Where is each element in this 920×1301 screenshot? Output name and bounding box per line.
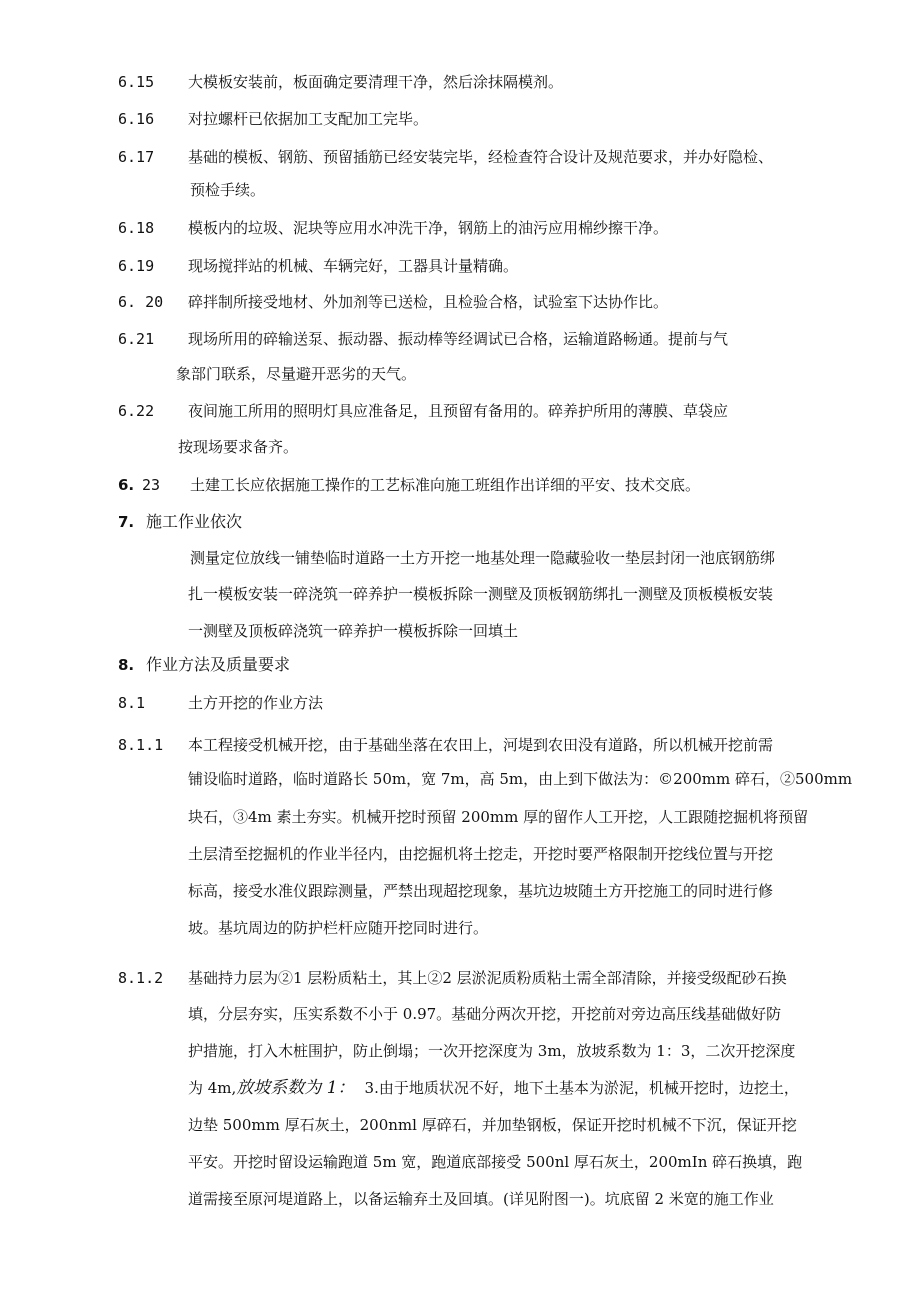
section-title: 作业方法及质量要求 bbox=[146, 655, 291, 674]
section-number: 8. bbox=[118, 656, 135, 674]
item-number: 6. bbox=[118, 476, 135, 494]
item-number: 6.15 bbox=[118, 73, 155, 91]
paragraph-text: 道需接至原河堤道路上，以备运输弃土及回填。(详见附图一)。坑底留 2 米宽的施工作业 bbox=[188, 1190, 774, 1208]
subsection-number: 8.1.1 bbox=[118, 736, 164, 754]
paragraph-text: 坡。基坑周边的防护栏杆应随开挖同时进行。 bbox=[188, 919, 489, 937]
paragraph-text: 本工程接受机械开挖，由于基础坐落在农田上，河堤到农田没有道路，所以机械开挖前需 bbox=[188, 736, 774, 754]
paragraph-text: 测量定位放线一铺垫临时道路一土方开挖一地基处理一隐藏验收一垫层封闭一池底钢筋绑 bbox=[190, 549, 776, 567]
subsection-title: 土方开挖的作业方法 bbox=[188, 694, 324, 712]
subsection-number: 8.1.2 bbox=[118, 969, 164, 987]
paragraph-text: 护措施，打入木桩围护，防止倒塌；一次开挖深度为 3m，放坡系数为 1：3，二次开挖深度 bbox=[188, 1042, 796, 1060]
subsection-number: 8.1 bbox=[118, 694, 146, 712]
item-text: 按现场要求备齐。 bbox=[178, 438, 299, 456]
paragraph-text-b: 3.由于地质状况不好，地下土基本为淤泥，机械开挖时，边挖土， bbox=[364, 1079, 799, 1097]
paragraph-text: 填，分层夯实，压实系数不小于 0.97。基础分两次开挖，开挖前对旁边高压线基础做好防 bbox=[188, 1005, 782, 1023]
paragraph-text: 铺设临时道路，临时道路长 50m，宽 7m，高 5m，由上到下做法为：©200mm 碎石，②500mm bbox=[188, 770, 853, 788]
item-text: 现场所用的碎输送泵、振动器、振动棒等经调试已合格，运输道路畅通。提前与气 bbox=[188, 330, 729, 348]
item-text: 土建工长应依据施工操作的工艺标准向施工班组作出详细的平安、技术交底。 bbox=[190, 476, 701, 494]
item-number: 6.18 bbox=[118, 219, 155, 237]
item-text: 象部门联系，尽量避开恶劣的天气。 bbox=[176, 365, 417, 383]
paragraph-text: 平安。开挖时留设运输跑道 5m 宽，跑道底部接受 500nl 厚石灰土，200mIn 碎石换填，跑 bbox=[188, 1153, 803, 1171]
item-text: 大模板安装前，板面确定要清理干净，然后涂抹隔模剂。 bbox=[188, 73, 564, 91]
item-text: 基础的模板、钢筋、预留插筋已经安装完毕，经检查符合设计及规范要求，并办好隐检、 bbox=[188, 148, 774, 166]
item-text: 现场搅拌站的机械、车辆完好，工器具计量精确。 bbox=[188, 257, 519, 275]
section-title: 施工作业依次 bbox=[146, 512, 243, 531]
item-text: 夜间施工所用的照明灯具应准备足，且预留有备用的。碎养护所用的薄膜、草袋应 bbox=[188, 402, 729, 420]
paragraph-text bbox=[188, 1077, 799, 1099]
item-number: 6. 20 bbox=[118, 293, 164, 311]
paragraph-text-a: 为 4m, bbox=[188, 1079, 237, 1097]
item-number-rest: 23 bbox=[142, 476, 161, 494]
item-number: 6.21 bbox=[118, 330, 155, 348]
section-number: 7. bbox=[118, 513, 135, 531]
item-text: 模板内的垃圾、泥块等应用水冲洗干净，钢筋上的油污应用棉纱擦干净。 bbox=[188, 219, 669, 237]
paragraph-text: 一测壁及顶板碎浇筑一碎养护一模板拆除一回填土 bbox=[188, 622, 519, 640]
item-text: 预检手续。 bbox=[190, 181, 266, 199]
paragraph-text: 块石，③4m 素土夯实。机械开挖时预留 200mm 厚的留作人工开挖，人工跟随挖掘机将预留 bbox=[188, 808, 809, 826]
item-number: 6.19 bbox=[118, 257, 155, 275]
paragraph-text: 土层清至挖掘机的作业半径内，由挖掘机将土挖走，开挖时要严格限制开挖线位置与开挖 bbox=[188, 845, 774, 863]
paragraph-text-italic: 放坡系数为 1： bbox=[236, 1078, 355, 1098]
item-number: 6.17 bbox=[118, 148, 155, 166]
paragraph-text: 基础持力层为②1 层粉质粘土，其上②2 层淤泥质粉质粘土需全部清除，并接受级配砂石换 bbox=[188, 969, 787, 987]
item-text: 对拉螺杆已依据加工支配加工完毕。 bbox=[188, 110, 429, 128]
item-number: 6.22 bbox=[118, 402, 155, 420]
item-number: 6.16 bbox=[118, 110, 155, 128]
paragraph-text: 标高，接受水准仪跟踪测量，严禁出现超挖现象，基坑边坡随土方开挖施工的同时进行修 bbox=[188, 882, 774, 900]
item-text: 碎拌制所接受地材、外加剂等已送检，且检验合格，试验室下达协作比。 bbox=[188, 293, 669, 311]
paragraph-text: 边垫 500mm 厚石灰土，200nml 厚碎石，并加垫钢板，保证开挖时机械不下沉，保证开挖 bbox=[188, 1116, 797, 1134]
paragraph-text: 扎一模板安装一碎浇筑一碎养护一模板拆除一测壁及顶板钢筋绑扎一测壁及顶板模板安装 bbox=[188, 585, 774, 603]
